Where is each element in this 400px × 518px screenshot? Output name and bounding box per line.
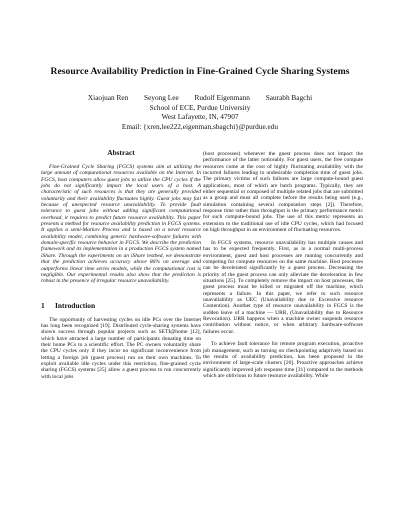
email: Email: {xren,lee222,eigenman,sbagchi}@purdue.edu	[121, 121, 279, 131]
body-paragraph: (host processes) whenever the guest process does not impact the performance of the latter noticeably. For guest users, the free compute resources come at the cost of highly fluctuating availability with the incurred failures leading to undesirable completion time of guest jobs. The primary victims of such failures are large compute-bound guest applications, most of which are batch programs. Typically, they are either sequential or composed of multiple related jobs that are submitted as a group and must all complete before the results being used (e.g., simulation containing several computation steps [2]). Therefore, response time rather than throughput is the primary performance metric for such compute-bound jobs. The use of this metric represents an extension to the traditional use of idle CPU cycles, which had focused on high throughput in an environment of fluctuating resources.	[203, 151, 363, 234]
abstract-text: Fine-Grained Cycle Sharing (FGCS) systems aim at utilizing the large amount of computational resources available on the Internet. In FGCS, host computers allow guest jobs to utilize the CPU cycles if the jobs do not significantly impact the local users of a host. A characteristic of such resources is that they are generally provided voluntarily and their availability fluctuates highly. Guest jobs may fail because of unexpected resource unavailability. To provide fault tolerance to guest jobs without adding significant computational overhead, it requires to predict future resource availability. This paper presents a method for resource availability prediction in FGCS systems. It applies a semi-Markov Process and is based on a novel resource availability model, combining generic hardware-software failures with domain-specific resource behavior in FGCS. We describe the prediction framework and its implementation in a production FGCS system named iShare. Through the experiments on an iShare testbed, we demonstrate that the prediction achieves accuracy above 86% on average and outperforms linear time series models, while the computational cost is negligible. Our experimental results also show that the prediction is robust in the presence of irregular resource unavailability.	[41, 164, 201, 285]
section-heading-introduction	[41, 301, 201, 310]
abstract-heading: Abstract	[107, 148, 135, 157]
author-name: Rudolf Eigenmann	[194, 93, 250, 102]
section-number: 1	[41, 300, 45, 310]
intro-paragraph: The opportunity of harvesting cycles on idle PCs over the Internet has long been recognized [19]. Distributed cycle-sharing systems have shown success through popular projects such as SETI@home [12], which have attracted a large number of participants donating time on their home PCs to a scientific effort. The PC owners voluntarily share the CPU cycles only if they incur no significant inconvenience from letting a foreign job (guest process) run on their own machines. To exploit available idle cycles under this restriction, fine-grained cycle sharing (FGCS) systems [25] allow a guest process to run concurrently with local jobs	[41, 316, 201, 380]
right-column	[203, 151, 363, 386]
body-paragraph: To achieve fault tolerance for remote program execution, proactive job management, such as turning on checkpointing adaptively based on the results of availability prediction, has been proposed in the environment of large-scale clusters [20]. Proactive approaches achieve significantly improved job response time [31] compared to the methods which are oblivious to future resource availability. While	[203, 341, 363, 380]
left-column	[41, 148, 201, 386]
author-name: Xiaojuan Ren	[87, 93, 129, 102]
author-block	[0, 93, 400, 131]
author-name: Saurabh Bagchi	[265, 93, 313, 102]
section-title: Introduction	[55, 300, 96, 310]
body-paragraph: In FGCS systems, resource unavailability has multiple causes and has to be expected frequently. First, as in a normal multi-process environment, guest and host processes are running concurrently and competing for compute resources on the same machine. Host processes can be decelerated significantly by a guest process. Decreasing the priority of the guest process can only alleviate the deceleration in few situations [25]. To completely remove the impact on host processes, the guest process must be killed or migrated off the machine, which represents a failure. In this paper, we refer to such resource unavailability as UEC (Unavailability due to Excessive resource Contention). Another type of resource unavailability in FGCS is the sudden leave of a machine — URR, (Unavailability due to Resource Revocation). URR happens when a machine owner suspends resource contribution without notice, or when arbitrary hardware-software failures occur.	[203, 239, 363, 335]
paper-title: Resource Availability Prediction in Fine-Grained Cycle Sharing Systems	[50, 66, 350, 77]
location: West Lafayette, IN, 47907	[161, 112, 239, 122]
author-name: Seyong Lee	[144, 93, 179, 102]
affiliation: School of ECE, Purdue University	[149, 102, 251, 112]
author-list	[0, 93, 400, 103]
